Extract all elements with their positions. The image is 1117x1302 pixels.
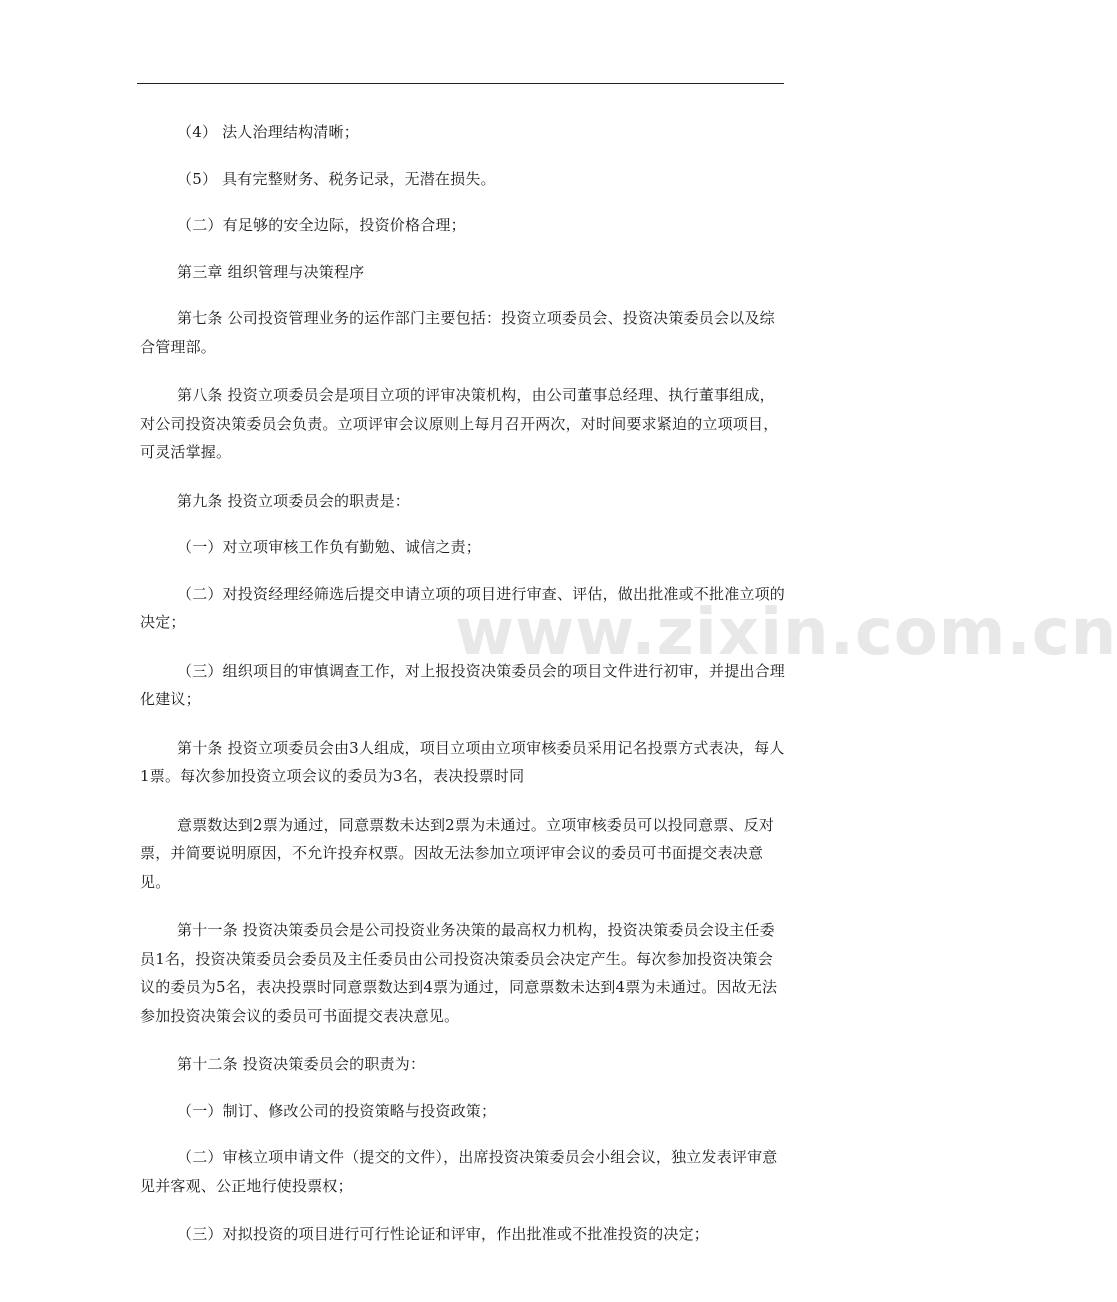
paragraph: （一）对立项审核工作负有勤勉、诚信之责；: [177, 538, 482, 556]
paragraph: （4） 法人治理结构清晰；: [177, 123, 359, 141]
paragraph: 第十条 投资立项委员会由3人组成，项目立项由立项审核委员采用记名投票方式表决，每人1票。每次参加投资立项会议的委员为3名，表决投票时同: [140, 738, 785, 785]
watermark: www.zixin.com.cn: [455, 596, 1117, 670]
paragraph: （二）审核立项申请文件（提交的文件），出席投资决策委员会小组会议，独立发表评审意见并客观、公正地行使投票权；: [140, 1148, 778, 1195]
paragraph: 第十一条 投资决策委员会是公司投资业务决策的最高权力机构，投资决策委员会设主任委员1名，投资决策委员会委员及主任委员由公司投资决策委员会决定产生。每次参加投资决策会议的委员为5名，表决投票时同意票数达到4票为通过，同意票数未达到4票为未通过。因故无法参加投资决策会议的委员可书面提交表决意见。: [140, 921, 778, 1025]
paragraph: 第七条 公司投资管理业务的运作部门主要包括：投资立项委员会、投资决策委员会以及综合管理部。: [140, 309, 775, 356]
paragraph: （二）对投资经理经筛选后提交申请立项的项目进行审查、评估，做出批准或不批准立项的决定；: [140, 584, 786, 631]
paragraph: （二）有足够的安全边际，投资价格合理；: [177, 216, 466, 234]
chapter-heading: 第三章 组织管理与决策程序: [177, 262, 365, 281]
paragraph: 第十二条 投资决策委员会的职责为：: [177, 1055, 426, 1073]
paragraph: （5） 具有完整财务、税务记录，无潜在损失。: [177, 169, 496, 188]
paragraph: 第八条 投资立项委员会是项目立项的评审决策机构，由公司董事总经理、执行董事组成，对公司投资决策委员会负责。立项评审会议原则上每月召开两次，对时间要求紧迫的立项项目，可灵活掌握。: [140, 386, 779, 461]
paragraph: （三）组织项目的审慎调查工作，对上报投资决策委员会的项目文件进行初审，并提出合理化建议；: [140, 661, 786, 708]
header-rule: [137, 83, 784, 84]
paragraph: 第九条 投资立项委员会的职责是：: [177, 491, 410, 510]
document-body: [140, 118, 785, 1267]
paragraph: 意票数达到2票为通过，同意票数未达到2票为未通过。立项审核委员可以投同意票、反对票，并简要说明原因，不允许投弃权票。因故无法参加立项评审会议的委员可书面提交表决意见。: [140, 815, 775, 891]
paragraph: （一）制订、修改公司的投资策略与投资政策；: [177, 1101, 497, 1120]
paragraph: （三）对拟投资的项目进行可行性论证和评审，作出批准或不批准投资的决定；: [177, 1225, 710, 1243]
